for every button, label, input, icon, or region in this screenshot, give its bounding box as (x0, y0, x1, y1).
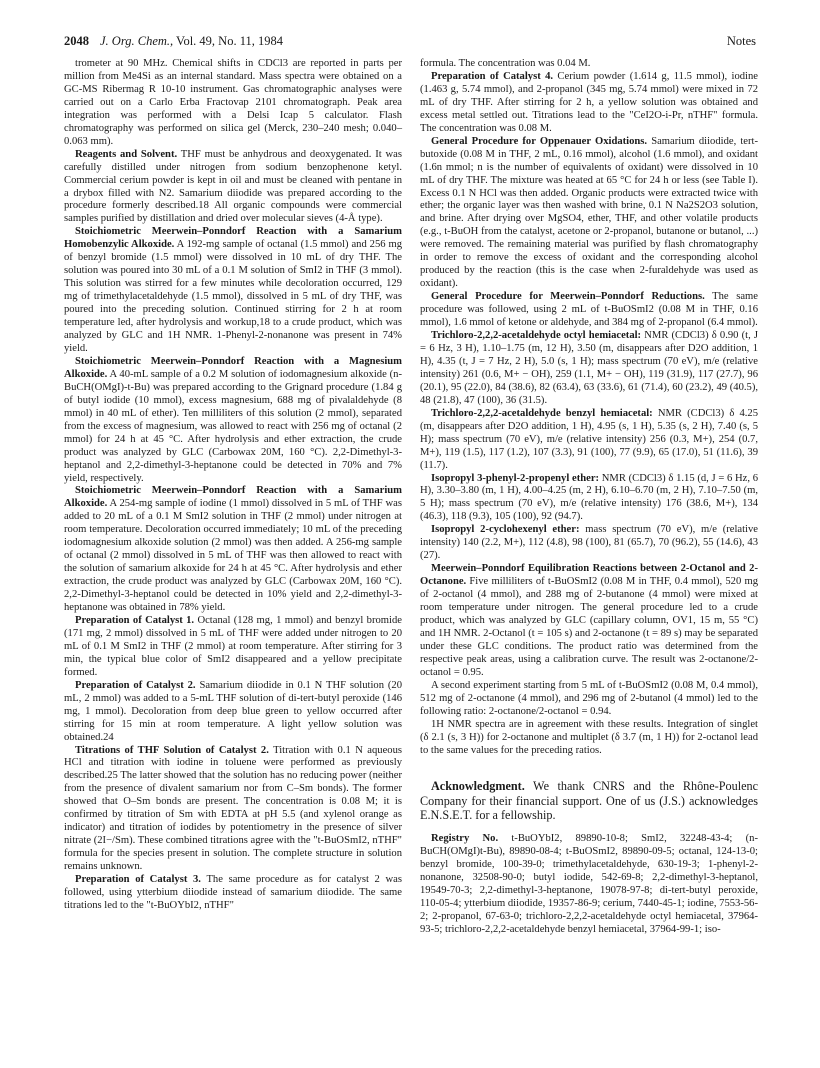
paragraph-heading: Preparation of Catalyst 1. (75, 614, 195, 626)
paragraph-text: Five milliliters of t-BuOSmI2 (0.08 M in THF, 0.4 mmol), 520 mg of 2-octanol (4 mmol), and 288 mg of 2-butanone (4 mmol) were mixed at room temperature under nitrogen. The general procedure led to a crude product, which was analyzed by GLC (capillary column, OV1, 15 m, 55 °C) and 1H NMR. 2-Octanol (t = 105 s) and 2-octanone (t = 89 s) may be separated under these GLC conditions. The product ratio was determined from the respective peak areas, using a calibration curve. The result was 2-octanone/2-octanol = 0.95. (420, 576, 758, 678)
paragraph-text: THF must be anhydrous and deoxygenated. It was carefully distilled under nitrogen from sodium benzophenone ketyl. Commercial cerium powder is kept in oil and must be cleaned with pentane in a drybox filled with N2. Samarium diiodide was prepared according to the procedure formerly described.18 All organic compounds were commercial samples purified by distillation and dried over molecular sieves (4-Å type). (64, 148, 402, 225)
paragraph (420, 563, 758, 680)
paragraph-heading: Stoichiometric Meerwein–Ponndorf Reaction with a Magnesium Alkoxide. (64, 355, 402, 380)
paragraph-text: A 192-mg sample of octanal (1.5 mmol) and 256 mg of benzyl bromide (1.5 mmol) were dissolved in 10 mL of dry THF. The solution was poured into 30 mL of a 0.1 M solution of SmI2 in THF (3 mmol). This solution was stirred for a few minutes while decoloration occurred, 129 mg of trimethylacetaldehyde (1.5 mmol), dissolved in 5 mL of dry THF, was poured into the preceding solution. Continued stirring for 2 h at room temperature led, after hydrolysis and workup,18 to a crude product, which was analyzed by GLC and 1H NMR. 1-Phenyl-2-nonanone was present in 74% yield. (64, 239, 402, 354)
paragraph (420, 330, 758, 408)
paragraph-heading: Stoichiometric Meerwein–Ponndorf Reaction with a Samarium Alkoxide. (64, 485, 402, 510)
paragraph-heading: Trichloro-2,2,2-acetaldehyde octyl hemiacetal: (431, 330, 642, 342)
paragraph-text: trometer at 90 MHz. Chemical shifts in CDCl3 are reported in parts per million from Me4Si as an internal standard. Mass spectra were obtained on a GC-MS Ribermag R 10-10 instrument. Gas chromatographic analyses were carried out on a Carlo Erba Fractovap 2101 chromatograph. Peak area integration was performed with a Delsi Icap 5 calculator. Flash chromatography was performed on silica gel (Merck, 230–240 mesh; 0.040–0.063 mm). (64, 58, 402, 147)
journal-citation (100, 34, 283, 49)
paragraph-text: 1H NMR spectra are in agreement with these results. Integration of singlet (δ 2.1 (s, 3 H)) for 2-octanone and multiplet (δ 3.7 (m, 1 H)) for 2-octanol lead to the same values for the preceding ratios. (420, 718, 758, 756)
paragraph-text: formula. The concentration was 0.04 M. (420, 58, 591, 69)
paragraph-heading: Meerwein–Ponndorf Equilibration Reactions between 2-Octanol and 2-Octanone. (420, 563, 758, 588)
paragraph (420, 408, 758, 473)
paragraph-text: mass spectrum (70 eV), m/e (relative intensity) 140 (2.2, M+), 112 (4.8), 98 (100), 81 (65.7), 70 (96.2), 55 (14.6), 43 (27). (420, 524, 759, 562)
paragraph (64, 680, 402, 745)
paragraph (420, 136, 758, 291)
paragraph (64, 226, 402, 356)
paragraph-text: NMR (CDCl3) δ 0.90 (t, J = 6 Hz, 3 H), 1.10–1.75 (m, 12 H), 3.50 (m, disappears after D2O addition, 1 H), 4.35 (t, J = 7 Hz, 2 H), 5.0 (s, 1 H); mass spectrum (70 eV), m/e (relative intensity) 261 (0.6, M+ − OH), 259 (1.1, M+ − OH), 119 (31.9), 117 (27.7), 96 (20.1), 95 (22.0), 84 (38.6), 82 (63.4), 63 (33.6), 61 (71.4), 60 (23.2), 49 (40.5), 48 (21.8), 47 (100), 36 (31.5). (420, 330, 758, 406)
paragraph-text: A 254-mg sample of iodine (1 mmol) dissolved in 5 mL of THF was added to 20 mL of a 0.1 M SmI2 solution in THF (2 mmol) under nitrogen at room temperature. Decoloration occurred immediately; 10 mL of the preceding iodomagnesium alkoxide solution (2 mmol) was then added. A 256-mg sample of octanal (2 mmol) dissolved in 5 mL of THF was then allowed to react with the solution of samarium alkoxide for 24 h at 45 °C. After hydrolysis and ether extraction, the crude product was analyzed by GLC (Carbowax 20M, 160 °C). 2,2-Dimethyl-3-heptanol could be detected in 10% yield and 2,2-dimethyl-3-heptanone was obtained in 78% yield. (64, 498, 402, 614)
paragraph-text: Octanal (128 mg, 1 mmol) and benzyl bromide (171 mg, 2 mmol) dissolved in 5 mL of THF were added under nitrogen to 20 mL of 0.1 M SmI2 in THF (2 mmol) at room temperature. After stirring for 3 min, the typical blue color of SmI2 disappeared and a yellow precipitate formed. (64, 614, 402, 678)
paragraph (420, 473, 758, 525)
paragraph (420, 71, 758, 136)
paragraph-text: Samarium diiodide in 0.1 N THF solution (20 mL, 2 mmol) was added to a 5-mL THF solution of di-tert-butyl peroxide (146 mg, 1 mmol). Decoloration from deep blue green to yellow occurred after stirring for 15 min at room temperature. A light yellow solution was obtained.24 (64, 679, 402, 743)
paragraph-heading: General Procedure for Oppenauer Oxidations. (431, 135, 648, 147)
paragraph-text: NMR (CDCl3) δ 1.15 (d, J = 6 Hz, 6 H), 3.30–3.80 (m, 1 H), 4.00–4.25 (m, 2 H), 6.10–6.70 (m, 2 H), 7.10–7.50 (m, 5 H); mass spectrum (70 eV), m/e (relative intensity) 176 (38.6, M+), 134 (46.3), 118 (9.3), 105 (100), 92 (94.7). (420, 472, 758, 523)
paragraph-text: The same procedure was followed, using 2 mL of t-BuOSmI2 (0.08 M in THF, 0.16 mmol), 1.6 mmol of ketone or aldehyde, and 384 mg of 2-propanol (6.4 mmol). (420, 291, 759, 329)
paragraph-heading: Trichloro-2,2,2-acetaldehyde benzyl hemiacetal: (431, 407, 653, 419)
paragraph-heading: Reagents and Solvent. (75, 148, 178, 160)
section-label: Notes (726, 34, 756, 48)
registry-heading: Registry No. (431, 832, 499, 844)
paragraph-heading: Isopropyl 2-cyclohexenyl ether: (431, 524, 580, 536)
paragraph (420, 291, 758, 330)
page-header (64, 34, 756, 52)
paragraph (420, 524, 758, 563)
paragraph-heading: Isopropyl 3-phenyl-2-propenyl ether: (431, 472, 600, 484)
paragraph-heading: Preparation of Catalyst 2. (75, 679, 196, 691)
acknowledgment (420, 779, 758, 823)
paragraph-text: NMR (CDCl3) δ 4.25 (m, disappears after D2O addition, 1 H), 4.95 (s, 1 H), 5.35 (s, 2 H), 7.40 (s, 5 H); mass spectrum (70 eV), m/e (relative intensity) 256 (0.3, M+), 254 (0.7, M+), 119 (1.5), 117 (1.2), 107 (3.3), 91 (100), 77 (9.9), 65 (17.0), 51 (11.6), 39 (11.7). (420, 407, 758, 471)
paragraph-text: A second experiment starting from 5 mL of t-BuOSmI2 (0.08 M, 0.4 mmol), 512 mg of 2-octanone (4 mmol), and 296 mg of 2-butanol (4 mmol) led to the following ratio: 2-octanone/2-octanol = 0.94. (420, 679, 758, 717)
paragraph (64, 149, 402, 227)
paragraph (420, 58, 758, 71)
paragraph-text: The same procedure as for catalyst 2 was followed, using ytterbium diiodide instead of samarium diiodide. The same titrations led to the "t-BuOYbI2, nTHF" (64, 874, 402, 911)
acknowledgment-text: We thank CNRS and the Rhône-Poulenc Company for their financial support. One of us (J.S.) acknowledges E.N.S.E.T. for a fellowship. (420, 779, 758, 823)
journal-name: J. Org. Chem., (100, 34, 174, 48)
paragraph-heading: Preparation of Catalyst 3. (75, 874, 201, 886)
right-column (420, 58, 758, 937)
paragraph (64, 615, 402, 680)
paragraph (64, 485, 402, 615)
paragraph-heading: General Procedure for Meerwein–Ponndorf Reductions. (431, 291, 705, 303)
paragraph-heading: Titrations of THF Solution of Catalyst 2. (75, 744, 269, 756)
paragraph (64, 356, 402, 486)
page-number: 2048 (64, 34, 89, 48)
section-gap (420, 757, 758, 779)
paragraph-heading: Stoichiometric Meerwein–Ponndorf Reaction with a Samarium Homobenzylic Alkoxide. (64, 226, 402, 251)
paragraph-text: Titration with 0.1 N aqueous HCl and titration with iodine in toluene were performed as previously described.25 The latter showed that the solution has no reducing power (neither from the presence of divalent samarium nor from C–Sm bonds). The former showed that O–Sm bonds are present. The concentration is 0.08 M; it is confirmed by titration of Sm with EDTA at pH 5.5 (and xylenol orange as indicator) and titration of iodides by potentiometry in the presence of silver nitrate (2I−/Sm). These combined titrations agree with the "t-BuOSmI2, nTHF" formula for the species present in solution. The complete structure in solution remains unknown. (64, 744, 402, 873)
paragraph (64, 874, 402, 913)
registry-text: t-BuOYbI2, 89890-10-8; SmI2, 32248-43-4; (n-BuCH(OMgI)t-Bu), 89890-08-4; t-BuOSmI2, 89890-09-5; octanal, 124-13-0; benzyl bromide, 100-39-0; trimethylacetaldehyde, 630-19-3; 1-phenyl-2-nonanone, 32508-90-0; butyl iodide, 542-69-8; 2,2-dimethyl-3-heptanol, 19549-70-3; 2,2-dimethyl-3-heptanone, 19078-97-8; di-tert-butyl peroxide, 110-05-4; ytterbium diiodide, 19357-86-9; cerium, 7440-45-1; iodine, 7553-56-2; 2-propanol, 67-63-0; trichloro-2,2,2-acetaldehyde octyl hemiacetal, 37964-93-5; trichloro-2,2,2-acetaldehyde benzyl hemiacetal, 37964-99-1; iso- (420, 832, 758, 935)
paragraph (64, 58, 402, 149)
acknowledgment-heading: Acknowledgment. (431, 779, 525, 794)
paragraph-text: A 40-mL sample of a 0.2 M solution of iodomagnesium alkoxide (n-BuCH(OMgI)-t-Bu) was prepared according to the Grignard procedure (1.84 g of butyl iodide (10 mmol), excess magnesium, 688 mg of pivalaldehyde (8 mmol) in 40 mL of ether). Ten milliliters of this solution (2 mmol), separated from the excess of magnesium, was allowed to react with 256 mg of octanal (2 mmol) for 24 h at 45 °C. After hydrolysis and ether extraction, the crude product was analyzed by GLC (Carbowax 20M, 160 °C). 2,2-Dimethyl-3-heptanol and 2,2-dimethyl-3-heptanone could be detected in 70% and 7% yield, respectively. (64, 368, 402, 484)
paragraph (420, 680, 758, 719)
paragraph (64, 745, 402, 875)
registry-numbers (420, 833, 758, 937)
left-column (64, 58, 402, 913)
right-paragraphs (420, 58, 758, 757)
paragraph-text: Samarium diiodide, tert-butoxide (0.08 M in THF, 2 mL, 0.16 mmol), alcohol (1.6 mmol), and oxidant (1.6n mmol; n is the number of equivalents of oxidant) were dissolved in 10 mL of dry THF. The mixture was heated at 65 °C for 24 h or less (see Table I). Excess 0.1 N HCl was then added. Organic products were extracted twice with ether; the organic layer was then washed with brine, 0.1 N Na2S2O3 solution, and brine. After drying over MgSO4, ether, THF, and other volatile products (e.g., t-BuOH from the catalyst, acetone or 2-propanol, butanone or butanol, ...) were removed. The remaining material was purified by flash chromatography in order to remove the excess of oxidant and the corresponding alcohol produced by the reaction (this is the case when 2-furaldehyde was used as oxidant). (420, 135, 758, 290)
paragraph-text: Cerium powder (1.614 g, 11.5 mmol), iodine (1.463 g, 5.74 mmol), and 2-propanol (345 mg, 5.74 mmol) were mixed in 72 mL of dry THF. After stirring for 2 h, a yellow solution was obtained and excess metal settled out. Titrations lead to the "CeI2O-i-Pr, nTHF" formula. The concentration was 0.08 M. (420, 70, 758, 134)
paragraph (420, 719, 758, 758)
paragraph-heading: Preparation of Catalyst 4. (431, 70, 554, 82)
journal-volume: Vol. 49, No. 11, 1984 (176, 34, 283, 48)
